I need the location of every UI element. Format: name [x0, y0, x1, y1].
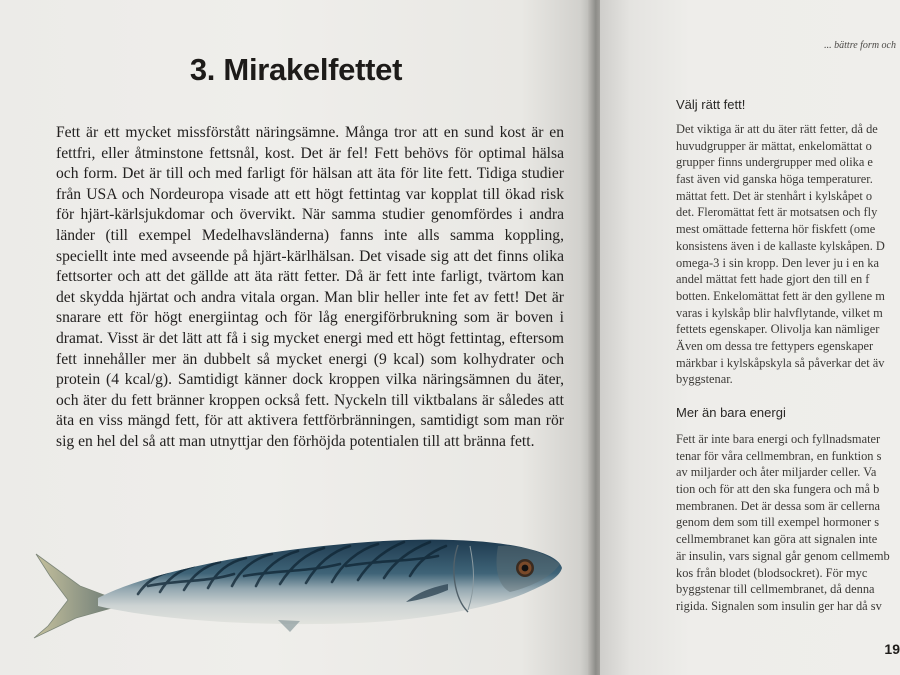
chapter-title: 3. Mirakelfettet: [189, 52, 403, 87]
text-line: omega-3 i sin kropp. Den lever ju i en ka: [676, 255, 880, 270]
text-line: mättat fett. Det är stenhårt i kylskåpet o: [676, 188, 873, 203]
text-line: grupper finns undergrupper med olika e: [676, 155, 873, 170]
text-line: genom dem som till exempel hormoner s: [676, 515, 880, 530]
text-line: märkbar i kylskåpskyla så påverkar det äv: [676, 355, 885, 370]
text-line: botten. Enkelomättat fett är den gyllene m: [676, 288, 885, 303]
text-line: rigida. Signalen som insulin ger har då sv: [676, 598, 882, 613]
text-line: tion och för att den ska fungera och må b: [676, 482, 880, 497]
section-heading-more-than-energy: Mer än bara energi: [676, 405, 786, 420]
mackerel-illustration: [28, 528, 568, 643]
text-line: tenar för våra cellmembran, en funktion s: [676, 448, 882, 463]
section-text-choose-fat: [676, 121, 900, 388]
chapter-body-text: Fett är ett mycket missförstått näringsämne. Många tror att en sund kost är en fettfri, eller åtminstone fettsnål, kost. Det är fel! Fett behövs för optimal hälsa och form. Det är till och med farligt för hälsan att äta för lite fett. Tidiga studier från USA och Nordeuropa visade att ett högt fettintag var kopplat till ökad risk för hjärt-kärlsjukdomar och övervikt. När samma studier genomfördes i andra länder (till exempel Medelhavsländerna) fanns inte alls samma koppling, speciellt inte med avseende på hjärt-kärlhälsan. Det visade sig att det finns olika fettsorter och att det gällde att äta rätt fetter. Då är fett inte farligt, tvärtom kan det skydda hjärtat och andra vitala organ. Man blir heller inte fet av fett! Det är snarare ett för högt energiintag och för låg energiförbrukning som är boven i dramat. Visst är det lätt att få i sig mycket energi med ett högt fettintag, eftersom fett innehåller mer än dubbelt så mycket energi (9 kcal) som kolhydrater och protein (4 kcal/g). Samtidigt känner dock kroppen vilka näringsämnen du äter, och äter du fett bränner kroppen också fett. Nyckeln till viktbalans är således att äta en viss mängd fett, för att aktivera fettförbränningen, samtidigt som man rör sig en hel del så att man utnyttjar den förhöjda potentialen till att bränna fett.: [56, 124, 564, 450]
running-head: ... bättre form och: [824, 40, 896, 51]
text-line: huvudgrupper är mättat, enkelomättat o: [676, 138, 872, 153]
right-page: [600, 0, 900, 675]
text-line: Fett är inte bara energi och fyllnadsmater: [676, 432, 881, 446]
text-line: andel mättat fett hade gjort den till en f: [676, 272, 870, 287]
text-line: fast även vid ganska höga temperaturer.: [676, 172, 873, 187]
text-line: varas i kylskåp blir halvflytande, vilket m: [676, 305, 883, 320]
text-line: byggstenar till cellmembranet, då denna: [676, 582, 875, 597]
section-text-more-than-energy: [676, 431, 900, 615]
section-heading-choose-fat: Välj rätt fett!: [676, 97, 746, 112]
text-line: membranen. Det är dessa som är cellerna: [676, 498, 881, 513]
text-line: kos från blodet (blodsockret). För myc: [676, 565, 868, 580]
text-line: fettets egenskaper. Olivolja kan nämliger: [676, 322, 880, 337]
text-line: byggstenar.: [676, 372, 733, 387]
text-line: cellmembranet kan göra att signalen inte: [676, 532, 878, 547]
text-line: Det viktiga är att du äter rätt fetter, då de: [676, 122, 878, 136]
text-line: det. Fleromättat fett är motsatsen och fly: [676, 205, 878, 220]
text-line: av miljarder och åter miljarder celler. Va: [676, 465, 877, 480]
text-line: mest omättade fetterna hör fiskfett (ome: [676, 222, 876, 237]
text-line: konsistens även i de kallaste kylskåpen. D: [676, 238, 885, 253]
page-number: 19: [884, 641, 900, 657]
text-line: Även om dessa tre fettypers egenskaper: [676, 338, 874, 353]
text-line: är insulin, vars signal går genom cellmemb: [676, 548, 890, 563]
